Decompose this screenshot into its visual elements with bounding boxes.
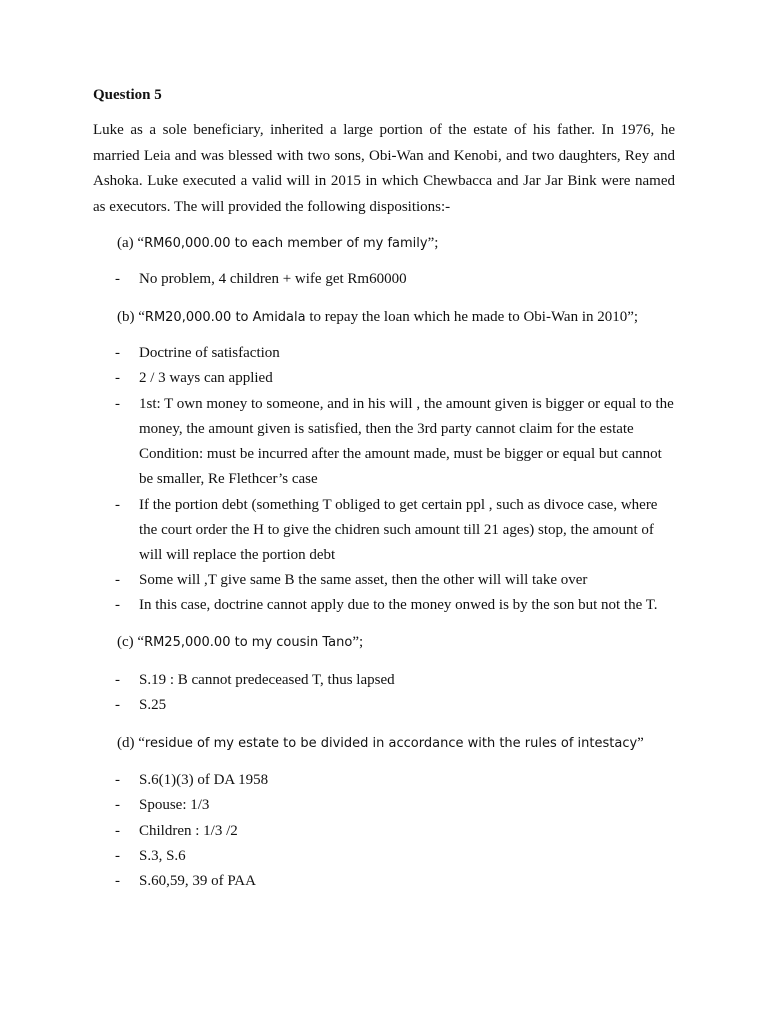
disposition-b-quote: RM20,000.00 to Amidala <box>144 310 306 325</box>
disposition-c-end: ”; <box>352 634 364 650</box>
bullet-dash: - <box>115 345 120 361</box>
note-b-6: Some will ,T give same B the same asset, then the other will will take over <box>139 572 588 588</box>
bullet-dash: - <box>115 823 120 839</box>
bullet-dash: - <box>115 697 120 713</box>
disposition-b <box>117 309 638 326</box>
note-d-2: Children : 1/3 /2 <box>139 823 238 839</box>
bullet-dash: - <box>115 672 120 688</box>
note-d-4: S.60,59, 39 of PAA <box>139 873 256 889</box>
disposition-d-end: ” <box>637 735 644 751</box>
note-c-0: S.19 : B cannot predeceased T, thus lapsed <box>139 672 395 688</box>
disposition-d <box>117 735 644 752</box>
note-d-0: S.6(1)(3) of DA 1958 <box>139 772 269 788</box>
bullet-dash: - <box>115 848 120 864</box>
bullet-dash: - <box>115 873 120 889</box>
bullet-dash: - <box>115 370 120 386</box>
bullet-dash: - <box>115 497 120 513</box>
bullet-dash: - <box>115 396 120 412</box>
disposition-a <box>117 235 438 252</box>
disposition-d-quote: residue of my estate to be divided in accordance with the rules of intestacy <box>144 736 638 751</box>
note-b-5: If the portion debt (something T obliged to get certain ppl , such as divoce case, where the court order the H to give the chidren such amount till 21 ages) stop, the amount of will will replace the portion debt <box>139 497 658 564</box>
disposition-a-quote: RM60,000.00 to each member of my family <box>144 236 428 251</box>
disposition-a-end: ”; <box>427 235 439 251</box>
note-a-0: No problem, 4 children + wife get Rm60000 <box>139 271 407 287</box>
note-b-1: 2 / 3 ways can applied <box>139 370 273 386</box>
disposition-c-label: (c) “ <box>117 634 145 650</box>
question-intro: Luke as a sole beneficiary, inherited a large portion of the estate of his father. In 1976, he married Leia and was blessed with two sons, Obi-Wan and Kenobi, and two daughters, Rey and Ashoka. Luke executed a valid will in 2015 in which Chewbacca and Jar Jar Bink were named as executors. The will provided the following dispositions:- <box>93 122 675 215</box>
note-b-0: Doctrine of satisfaction <box>139 345 280 361</box>
bullet-dash: - <box>115 572 120 588</box>
note-b-4-text: be smaller, Re Flethcer’s case <box>139 471 318 487</box>
bullet-dash: - <box>115 797 120 813</box>
disposition-a-label: (a) “ <box>117 235 145 251</box>
bullet-dash: - <box>115 271 120 287</box>
note-b-3: Condition: must be incurred after the amount made, must be bigger or equal but cannot <box>139 446 662 462</box>
bullet-dash: - <box>115 597 120 613</box>
disposition-c <box>117 634 363 651</box>
disposition-d-label: (d) “ <box>117 735 145 751</box>
bullet-dash: - <box>115 772 120 788</box>
note-d-3: S.3, S.6 <box>139 848 186 864</box>
note-d-1: Spouse: 1/3 <box>139 797 210 813</box>
disposition-b-label: (b) “ <box>117 309 145 325</box>
note-b-7: In this case, doctrine cannot apply due to the money onwed is by the son but not the T. <box>139 597 658 613</box>
disposition-c-quote: RM25,000.00 to my cousin Tano <box>144 635 353 650</box>
note-b-2: 1st: T own money to someone, and in his will , the amount given is bigger or equal to the money, the amount given is satisfied, then the 3rd party cannot claim for the estate <box>139 396 674 438</box>
disposition-b-rest: to repay the loan which he made to Obi-Wan in 2010”; <box>305 309 639 325</box>
note-c-1: S.25 <box>139 697 167 713</box>
question-title: Question 5 <box>93 87 162 103</box>
note-b-4 <box>139 471 318 488</box>
